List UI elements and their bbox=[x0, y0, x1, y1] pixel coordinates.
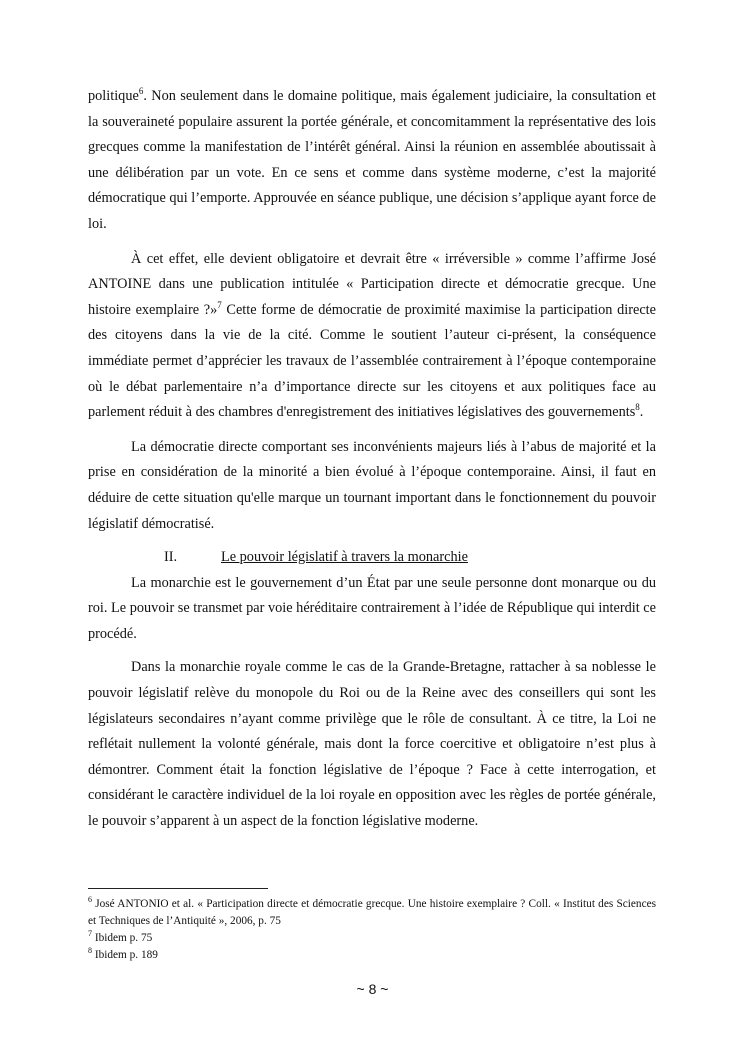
footnote-marker: 8 bbox=[88, 946, 92, 956]
footnote-item bbox=[88, 896, 656, 930]
paragraph-2-text-b: Cette forme de démocratie de proximité maximise la participation directe des citoyens dans la vie de la cité. Comme le soutient l’auteur ci-présent, la conséquence immédiate permet d’apprécier les travaux de l’assemblée contrairement à l’époque contemporaine où le débat parlementaire n’a d’importance directe sur les citoyens et aux politiques face au parlement réduit à des chambres d'enregistrement des initiatives législatives des gouvernements bbox=[88, 301, 656, 421]
section-heading bbox=[88, 545, 656, 571]
paragraph-2 bbox=[88, 247, 656, 426]
section-title: Le pouvoir législatif à travers la monarchie bbox=[221, 549, 468, 566]
paragraph-2-text-a: À cet effet, elle devient obligatoire et devrait être « irréversible » comme l’affirme José ANTOINE dans une publication intitulée « Participation directe et démocratie grecque. Une histoire exemplaire ?» bbox=[88, 250, 656, 318]
paragraph-1 bbox=[88, 84, 656, 238]
paragraph-1-text-b: . Non seulement dans le domaine politique, mais également judiciaire, la consultation et la souveraineté populaire assurent la portée générale, et concomitamment la représentative des lois grecques comme la manifestation de l’intérêt général. Ainsi la réunion en assemblée aboutissait à une délibération par un vote. En ce sens et comme dans système moderne, c’est la majorité démocratique qui l’emporte. Approuvée en séance publique, une décision s’applique ayant force de loi. bbox=[88, 88, 656, 232]
paragraph-5: Dans la monarchie royale comme le cas de la Grande-Bretagne, rattacher à sa noblesse le pouvoir législatif relève du monopole du Roi ou de la Reine avec des conseillers qui sont les législateurs secondaires n’ayant comme privilège que le rôle de consultant. À ce titre, la Loi ne reflétait nullement la volonté générale, mais dont la force coercitive et obligatoire n’est plus à démontrer. Comment était la fonction législative de l’époque ? Face à cette interrogation, et considérant le caractère individuel de la loi royale en opposition avec les règles de portée générale, le pouvoir s’apparent à un aspect de la fonction législative moderne. bbox=[88, 659, 656, 830]
footnote-item bbox=[88, 930, 656, 947]
footnote-text: Ibidem p. 189 bbox=[92, 949, 158, 961]
footnote-marker: 7 bbox=[88, 929, 92, 939]
footnote-ref-7[interactable]: 7 bbox=[217, 299, 222, 310]
footnote-divider bbox=[88, 888, 268, 889]
paragraph-4: La monarchie est le gouvernement d’un État par une seule personne dont monarque ou du roi. Le pouvoir se transmet par voie héréditaire contrairement à l’idée de République qui interdit ce procédé. bbox=[88, 574, 656, 642]
document-body bbox=[88, 84, 656, 835]
footnote-text: Ibidem p. 75 bbox=[92, 932, 153, 944]
paragraph-3: La démocratie directe comportant ses inconvénients majeurs liés à l’abus de majorité et la prise en considération de la minorité a bien évolué à l’époque contemporaine. Ainsi, il faut en déduire de cette situation qu'elle marque un tournant important dans le fonctionnement du pouvoir législatif démocratisé. bbox=[88, 438, 656, 532]
footnotes bbox=[88, 896, 656, 964]
footnote-ref-6[interactable]: 6 bbox=[138, 86, 144, 97]
footnote-item bbox=[88, 947, 656, 964]
paragraph-2-text-c: . bbox=[639, 404, 644, 421]
section-number: II. bbox=[164, 549, 178, 566]
footnote-text: José ANTONIO et al. « Participation directe et démocratie grecque. Une histoire exemplaire ? Coll. « Institut des Sciences et Techniques de l’Antiquité », 2006, p. 75 bbox=[88, 898, 656, 927]
footnote-marker: 6 bbox=[88, 895, 92, 905]
footnote-ref-8[interactable]: 8 bbox=[635, 402, 640, 413]
page-number: ~ 8 ~ bbox=[356, 981, 389, 997]
paragraph-1-text-a: politique bbox=[88, 88, 139, 104]
